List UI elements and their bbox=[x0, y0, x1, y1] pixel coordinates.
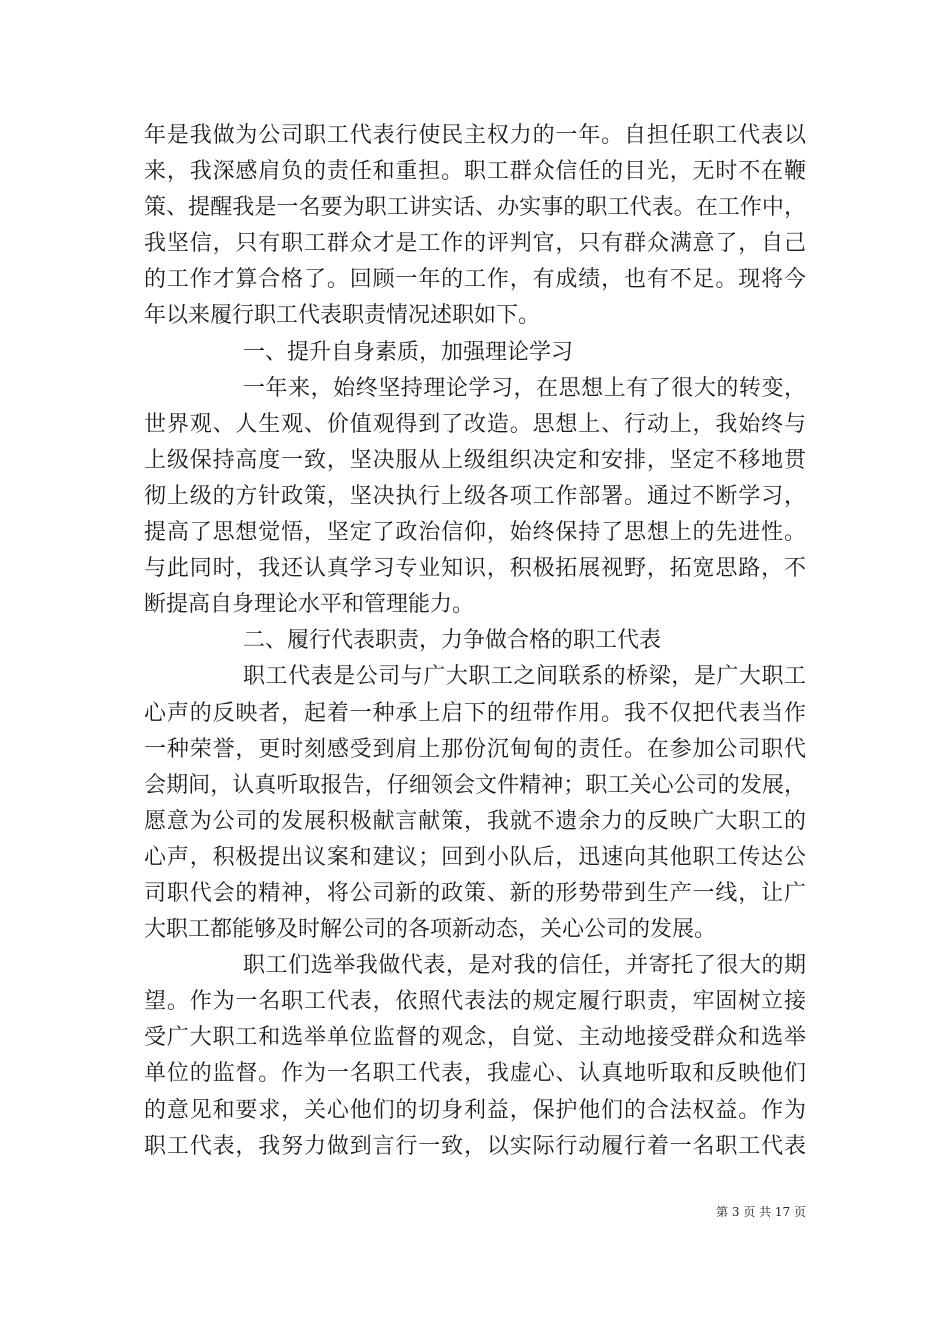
text-line: 职工们选举我做代表，是对我的信任，并寄托了很大的期 bbox=[243, 953, 806, 979]
text-line: 一种荣誉，更时刻感受到肩上那份沉甸甸的责任。在参加公司职代 bbox=[144, 736, 806, 762]
text-line: 受广大职工和选举单位监督的观念，自觉、主动地接受群众和选举 bbox=[144, 1025, 806, 1051]
text-line: 我坚信，只有职工群众才是工作的评判官，只有群众满意了，自己 bbox=[144, 231, 806, 257]
text-line: 断提高自身理论水平和管理能力。 bbox=[144, 592, 475, 618]
text-line: 望。作为一名职工代表，依照代表法的规定履行职责，牢固树立接 bbox=[144, 989, 806, 1015]
text-line: 职工代表，我努力做到言行一致，以实际行动履行着一名职工代表 bbox=[144, 1133, 806, 1159]
text-line: 一年来，始终坚持理论学习，在思想上有了很大的转变， bbox=[243, 375, 806, 401]
text-line: 策、提醒我是一名要为职工讲实话、办实事的职工代表。在工作中， bbox=[144, 195, 806, 221]
text-line: 单位的监督。作为一名职工代表，我虚心、认真地听取和反映他们 bbox=[144, 1061, 806, 1087]
text-line: 心声，积极提出议案和建议；回到小队后，迅速向其他职工传达公 bbox=[144, 844, 806, 870]
text-line: 大职工都能够及时解公司的各项新动态，关心公司的发展。 bbox=[144, 917, 717, 943]
text-line: 世界观、人生观、价值观得到了改造。思想上、行动上，我始终与 bbox=[144, 411, 806, 437]
text-line: 职工代表是公司与广大职工之间联系的桥梁，是广大职工 bbox=[243, 664, 806, 690]
text-line: 会期间，认真听取报告，仔细领会文件精神；职工关心公司的发展， bbox=[144, 772, 806, 798]
document-body bbox=[144, 118, 806, 1165]
text-line: 司职代会的精神，将公司新的政策、新的形势带到生产一线，让广 bbox=[144, 880, 806, 906]
text-line: 与此同时，我还认真学习专业知识，积极拓展视野，拓宽思路，不 bbox=[144, 556, 806, 582]
text-line: 彻上级的方针政策，坚决执行上级各项工作部署。通过不断学习， bbox=[144, 483, 806, 509]
section-heading: 一、提升自身素质，加强理论学习 bbox=[243, 339, 574, 365]
text-line: 年是我做为公司职工代表行使民主权力的一年。自担任职工代表以 bbox=[144, 123, 806, 148]
section-heading: 二、履行代表职责，力争做合格的职工代表 bbox=[243, 628, 662, 654]
text-line: 愿意为公司的发展积极献言献策，我就不遗余力的反映广大职工的 bbox=[144, 808, 806, 834]
page-number: 第 3 页 共 17 页 bbox=[716, 1205, 806, 1219]
text-line: 来，我深感肩负的责任和重担。职工群众信任的目光，无时不在鞭 bbox=[144, 159, 806, 185]
text-line: 心声的反映者，起着一种承上启下的纽带作用。我不仅把代表当作 bbox=[144, 700, 806, 726]
text-line: 上级保持高度一致，坚决服从上级组织决定和安排，坚定不移地贯 bbox=[144, 447, 806, 473]
text-line: 提高了思想觉悟，坚定了政治信仰，始终保持了思想上的先进性。 bbox=[144, 520, 806, 546]
text-line: 的意见和要求，关心他们的切身利益，保护他们的合法权益。作为 bbox=[144, 1097, 806, 1123]
text-line: 的工作才算合格了。回顾一年的工作，有成绩，也有不足。现将今 bbox=[144, 267, 806, 293]
text-line: 年以来履行职工代表职责情况述职如下。 bbox=[144, 303, 541, 329]
